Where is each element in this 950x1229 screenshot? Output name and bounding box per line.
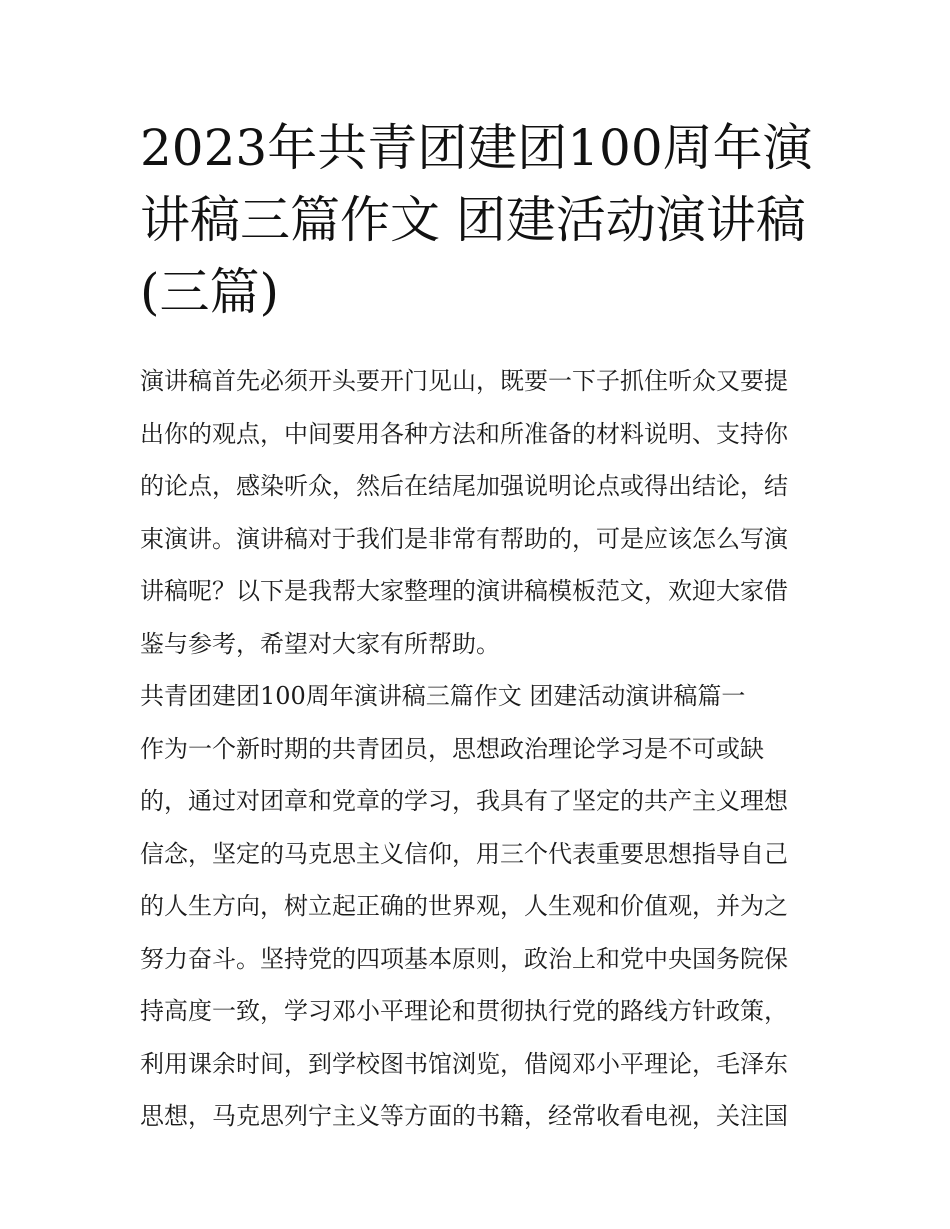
section-line: 努力奋斗。坚持党的四项基本原则，政治上和党中央国务院保 [140,944,788,973]
section-line: 利用课余时间，到学校图书馆浏览，借阅邓小平理论，毛泽东 [140,1049,788,1078]
section-line: 信念，坚定的马克思主义信仰，用三个代表重要思想指导自己 [140,839,788,868]
section-line: 持高度一致，学习邓小平理论和贯彻执行党的路线方针政策， [140,997,788,1025]
document-body [140,355,830,1143]
document-title [140,112,820,328]
section-line: 作为一个新时期的共青团员，思想政治理论学习是不可或缺 [140,734,764,763]
title-line-3: (三篇) [140,263,280,321]
intro-line: 演讲稿首先必须开头要开门见山，既要一下子抓住听众又要提 [140,367,788,395]
intro-line: 出你的观点，中间要用各种方法和所准备的材料说明、支持你 [140,419,788,448]
title-line-1: 2023年共青团建团100周年演 [140,119,813,177]
section-heading: 共青团建团100周年演讲稿三篇作文 团建活动演讲稿篇一 [140,682,746,710]
title-line-2: 讲稿三篇作文 团建活动演讲稿 [140,191,806,249]
intro-line: 束演讲。演讲稿对于我们是非常有帮助的，可是应该怎么写演 [140,524,788,553]
intro-line: 的论点，感染听众，然后在结尾加强说明论点或得出结论，结 [140,472,788,500]
intro-line: 鉴与参考，希望对大家有所帮助。 [140,629,500,658]
section-line: 的，通过对团章和党章的学习，我具有了坚定的共产主义理想 [140,787,788,815]
section-line: 思想，马克思列宁主义等方面的书籍，经常收看电视，关注国 [140,1102,788,1130]
intro-line: 讲稿呢？以下是我帮大家整理的演讲稿模板范文，欢迎大家借 [140,577,788,605]
section-line: 的人生方向，树立起正确的世界观，人生观和价值观，并为之 [140,892,788,920]
